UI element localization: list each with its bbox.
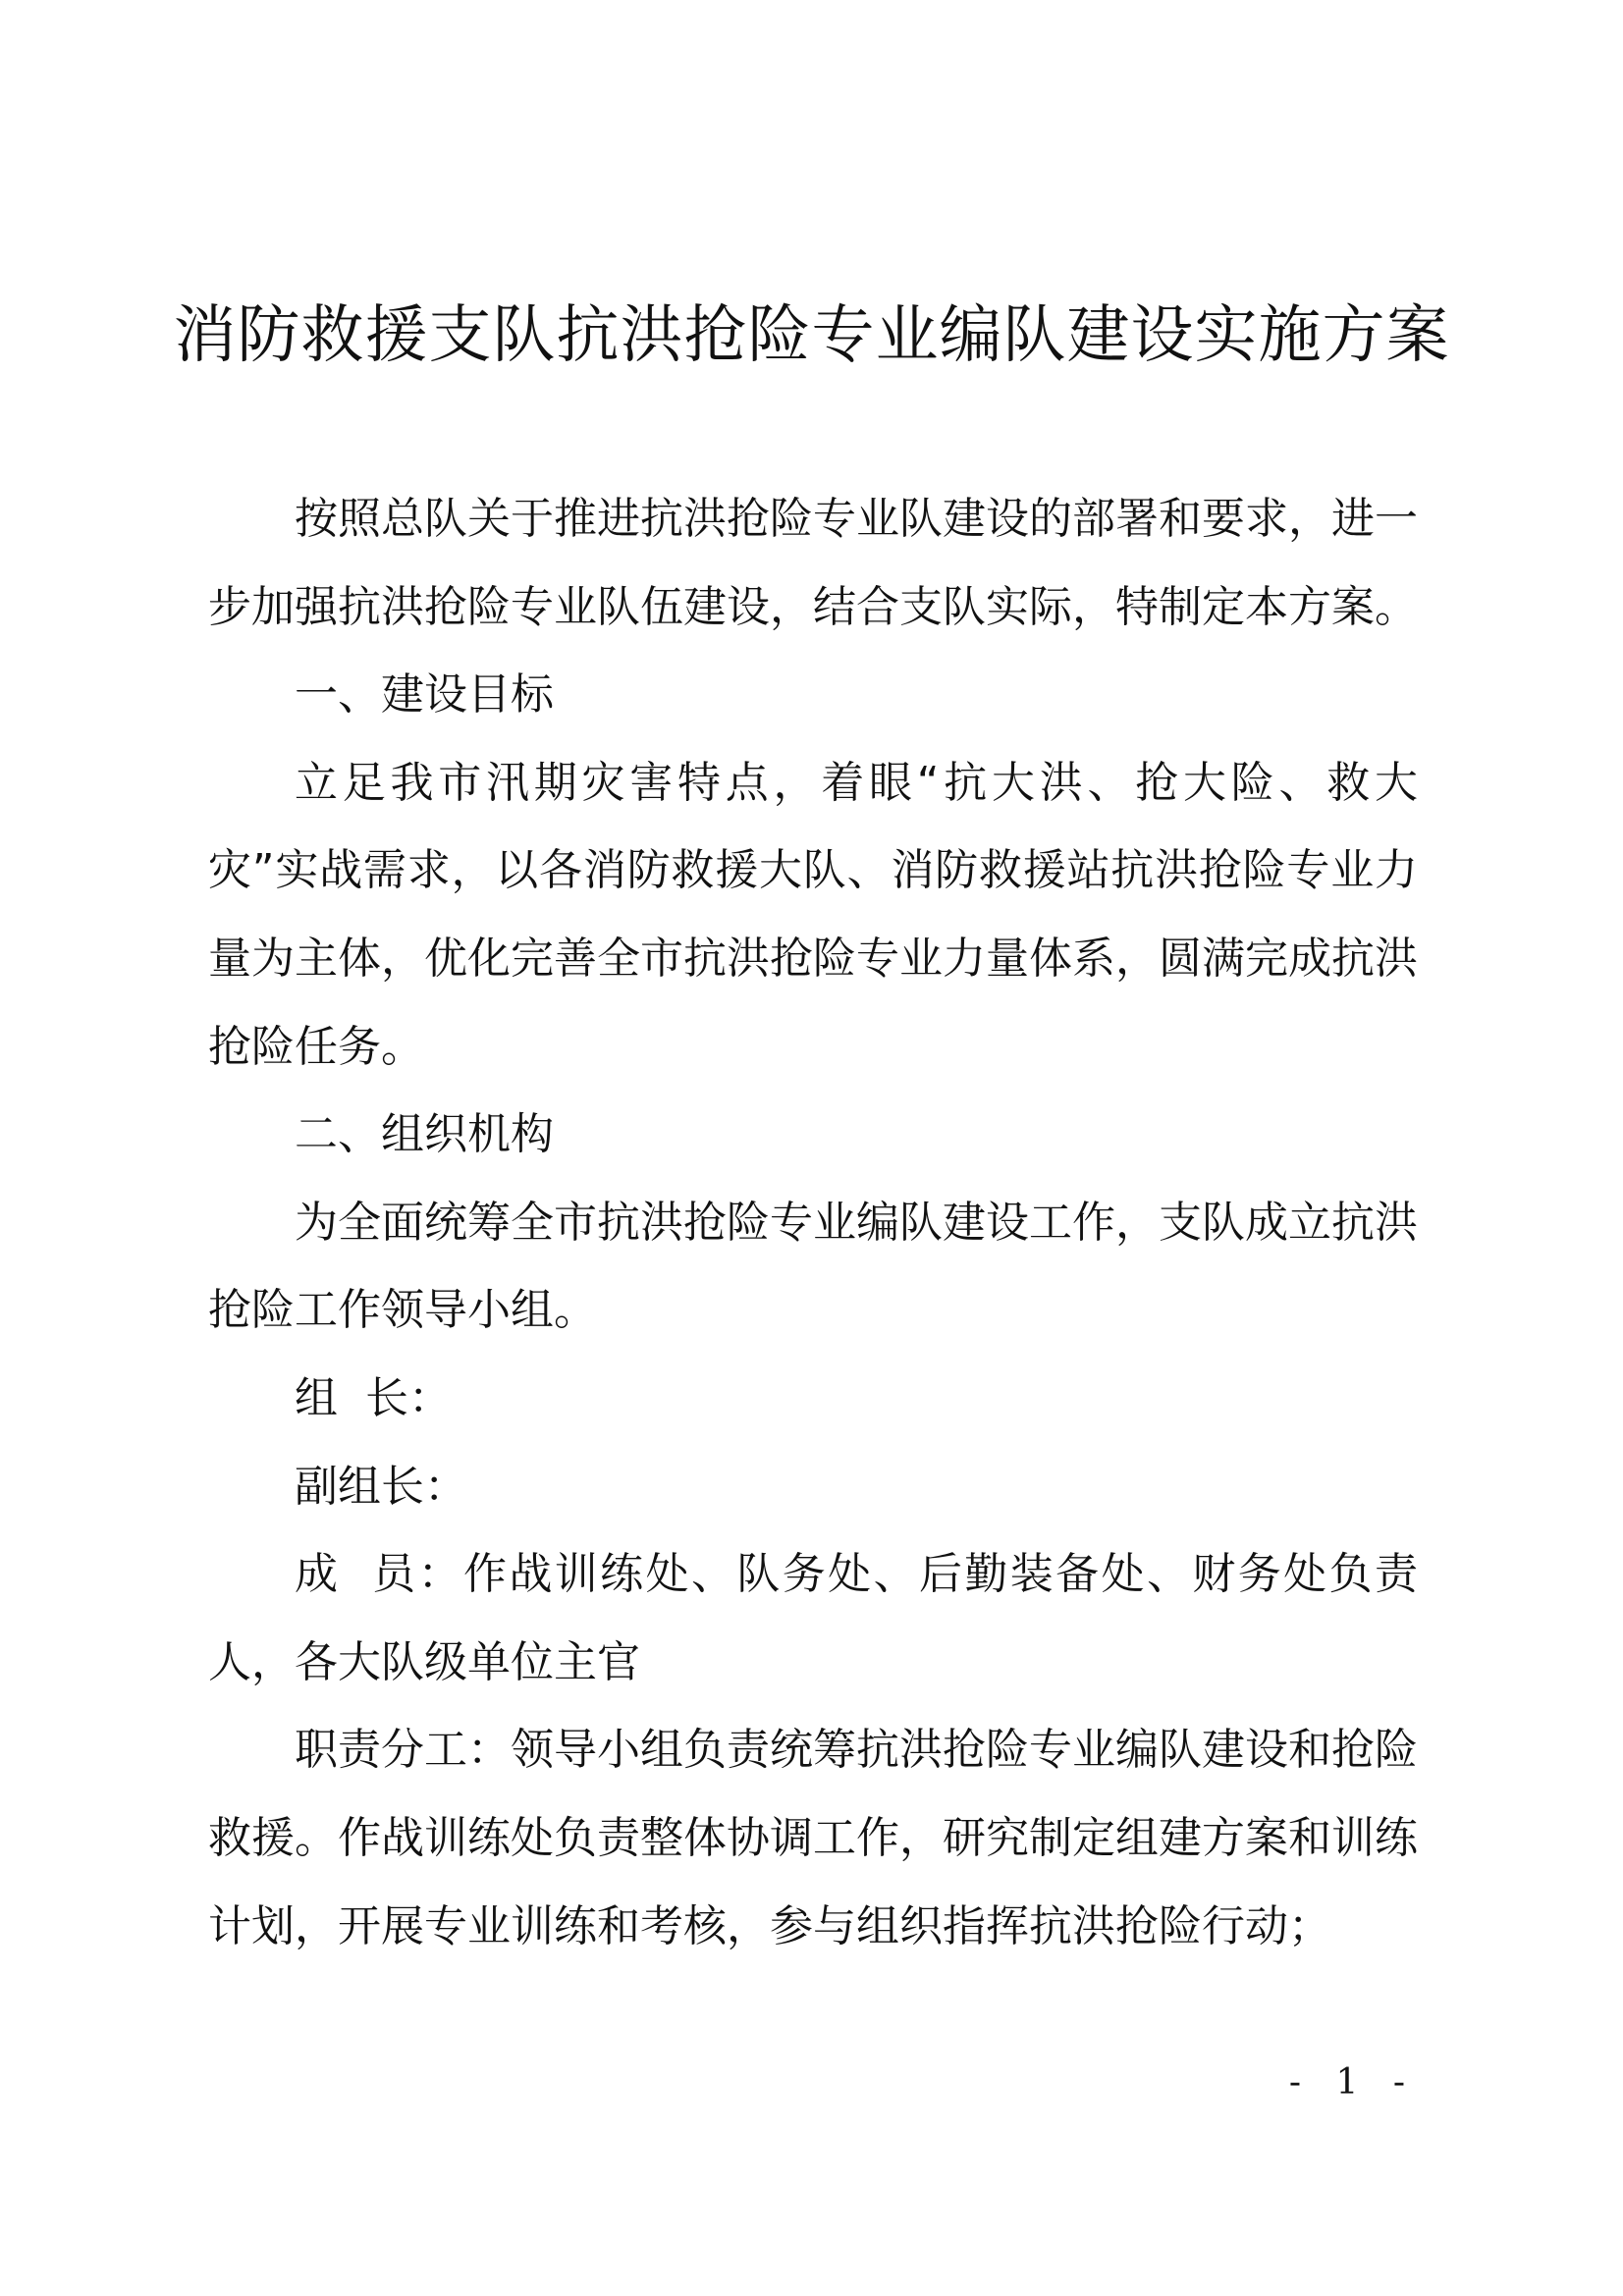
- section-1-heading: 一、建设目标: [295, 669, 554, 721]
- members-paragraph: 成 员：作战训练处、队务处、后勤装备处、财务处负责人，各大队级单位主官: [208, 1549, 1418, 1687]
- duties-paragraph: 职责分工：领导小组负责统筹抗洪抢险专业编队建设和抢险救援。作战训练处负责整体协调工作，研究制定组建方案和训练计划，开展专业训练和考核，参与组织指挥抗洪抢险行动；: [208, 1725, 1418, 1951]
- section-1-body: 立足我市汛期灾害特点，着眼“抗大洪、抢大险、救大灾”实战需求，以各消防救援大队、消防救援站抗洪抢险专业力量为主体，优化完善全市抗洪抢险专业力量体系，圆满完成抗洪抢险任务。: [208, 757, 1418, 1072]
- section-2-heading: 二、组织机构: [295, 1109, 554, 1160]
- intro-paragraph: 按照总队关于推进抗洪抢险专业队建设的部署和要求，进一步加强抗洪抢险专业队伍建设，结合支队实际，特制定本方案。: [208, 494, 1418, 632]
- document-body: [208, 475, 1418, 1970]
- document-title: 消防救援支队抗洪抢险专业编队建设实施方案: [173, 299, 1450, 372]
- page-number: - 1 -: [1288, 2062, 1417, 2103]
- deputy-leader-line: 副组长：: [295, 1461, 467, 1512]
- section-2-body: 为全面统筹全市抗洪抢险专业编队建设工作，支队成立抗洪抢险工作领导小组。: [208, 1197, 1418, 1336]
- leader-line: 组 长：: [295, 1372, 452, 1423]
